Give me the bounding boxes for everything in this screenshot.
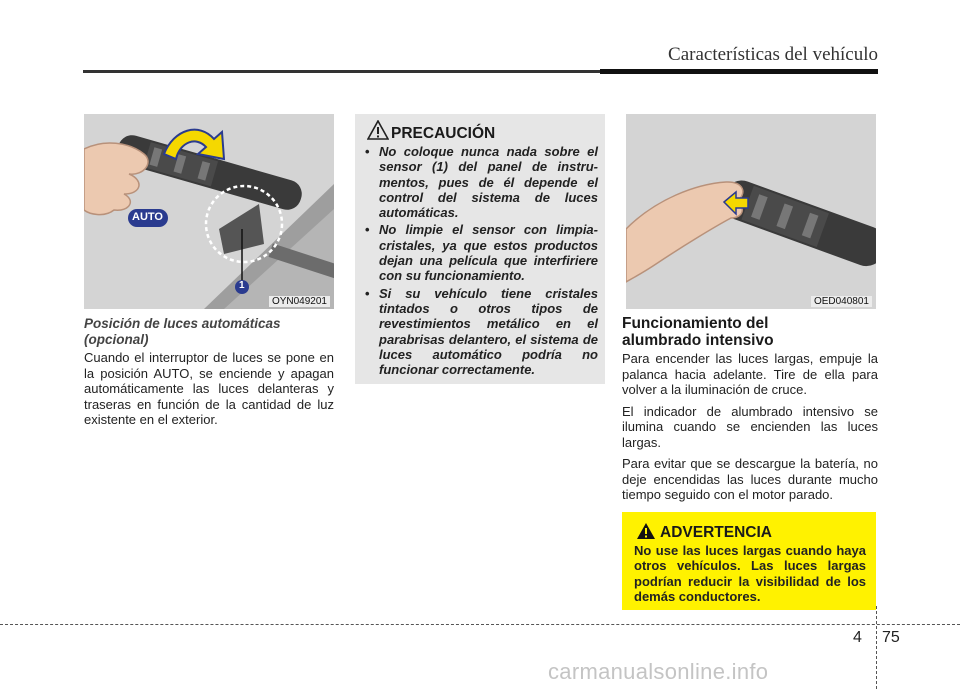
warning-title: ADVERTENCIA <box>660 524 772 541</box>
high-beam-body <box>622 351 878 509</box>
section-title: Características del vehículo <box>668 44 878 65</box>
watermark: carmanualsonline.info <box>548 659 769 684</box>
caution-box <box>355 114 605 384</box>
auto-badge-label: AUTO <box>132 211 163 223</box>
auto-lights-body: Cuando el interruptor de luces se pone en la posición AUTO, se enciende y apagan automáticamente las luces delanteras y traseras en función de la cantidad de luz existente en el exterior. <box>84 350 334 427</box>
warning-body: No use las luces largas cuando haya otros vehículos. Las luces largas podrían reducir la visibilidad de los demás conductores. <box>634 543 866 604</box>
figure-code: OYN049201 <box>269 296 330 307</box>
lever-push-illustration <box>626 114 876 309</box>
section-number: 4 <box>853 629 862 646</box>
auto-lights-subheading: Posición de luces automáticas (opcional) <box>84 316 281 347</box>
footer-rule <box>0 624 960 625</box>
lever-illustration <box>84 114 334 309</box>
warning-box <box>622 512 876 610</box>
header-rule-accent <box>600 69 878 74</box>
high-beam-paragraph: Para evitar que se descargue la batería, no deje encendidas las luces durante mucho tiempo seguido con el motor parado. <box>622 456 878 502</box>
high-beam-lever-figure <box>626 114 876 309</box>
footer-divider <box>876 606 877 689</box>
page-number: 75 <box>882 629 900 646</box>
figure-code: OED040801 <box>811 296 872 307</box>
caution-item: • No limpie el sensor con limpia-cristales, ya que estos productos dejan una película que interfiriere con su funcionamiento. <box>365 222 598 283</box>
high-beam-heading: Funcionamiento del alumbrado intensivo <box>622 315 774 349</box>
caution-list <box>365 144 598 379</box>
caution-item: • Si su vehículo tiene cristales tintados o otros tipos de revestimientos metálico en el parabrisas delantero, el sistema de luces automático podría no funcionar correctamente. <box>365 286 598 378</box>
sensor-callout-number: 1 <box>239 280 245 291</box>
high-beam-paragraph: El indicador de alumbrado intensivo se ilumina cuando se encienden las luces largas. <box>622 403 878 450</box>
caution-title: PRECAUCIÓN <box>391 125 496 142</box>
auto-light-switch-figure <box>84 114 334 309</box>
warning-icon <box>636 522 656 545</box>
high-beam-paragraph: Para encender las luces largas, empuje la palanca hacia adelante. Tire de ella para volver a la iluminación de cruce. <box>622 351 878 397</box>
caution-icon <box>367 120 389 145</box>
caution-item: • No coloque nunca nada sobre el sensor (1) del panel de instru-mentos, pues de él depende el control del sistema de luces automáticas. <box>365 144 598 220</box>
